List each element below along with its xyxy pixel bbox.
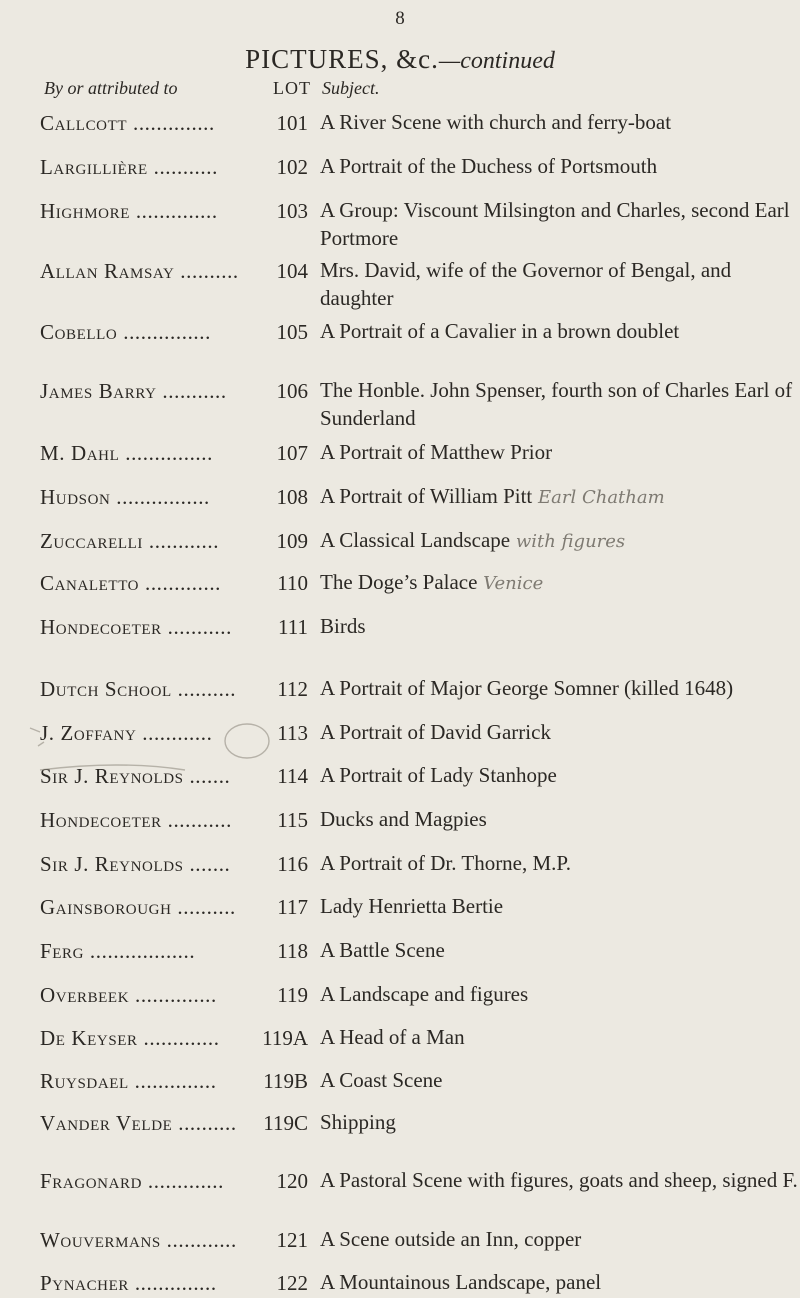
entry-subject: A River Scene with church and ferry-boat (320, 110, 672, 134)
entry-subject: A Portrait of Dr. Thorne, M.P. (320, 851, 572, 875)
column-heading-artist: By or attributed to (44, 78, 178, 98)
catalogue-entry (40, 980, 798, 1010)
entry-artist: Largillière ........... (40, 155, 218, 179)
catalogue-entry (40, 317, 798, 347)
entry-artist: Allan Ramsay .......... (40, 259, 239, 283)
entry-artist: Sir J. Reynolds ....... (40, 852, 231, 876)
entry-lot-number: 117 (277, 895, 308, 919)
entry-lot-number: 114 (277, 764, 308, 788)
entry-subject: A Scene outside an Inn, copper (320, 1227, 582, 1251)
catalogue-entry (40, 1108, 798, 1138)
catalogue-entry (40, 936, 798, 966)
catalogue-entry (40, 482, 798, 512)
entry-subject: The Honble. John Spenser, fourth son of Charles Earl of Sunderland (320, 378, 793, 430)
catalogue-entry (40, 256, 798, 312)
catalogue-entry (40, 1066, 798, 1096)
entry-artist: James Barry ........... (40, 379, 227, 403)
entry-lot-number: 116 (277, 852, 308, 876)
entry-lot-number: 110 (277, 571, 308, 595)
catalogue-entry (40, 849, 798, 879)
entry-artist: Ruysdael .............. (40, 1069, 217, 1093)
entry-artist: Ferg .................. (40, 939, 196, 963)
entry-subject: A Group: Viscount Milsington and Charles, second Earl Portmore (320, 198, 790, 250)
entry-artist: Overbeek .............. (40, 983, 217, 1007)
entry-lot-number: 122 (276, 1271, 308, 1295)
entry-lot-number: 103 (276, 199, 308, 223)
entry-artist: Gainsborough .......... (40, 895, 236, 919)
entry-lot-number: 119B (263, 1069, 308, 1093)
entry-artist: Fragonard ............. (40, 1169, 224, 1193)
entry-lot-number: 105 (276, 320, 308, 344)
catalogue-entry (40, 892, 798, 922)
entry-subject: Birds (320, 614, 366, 638)
catalogue-entry (40, 108, 798, 138)
entry-lot-number: 102 (276, 155, 308, 179)
catalogue-entry (40, 568, 798, 598)
entry-artist: Cobello ............... (40, 320, 211, 344)
entry-artist: Vander Velde .......... (40, 1111, 237, 1135)
entry-artist: Zuccarelli ............ (40, 529, 220, 553)
entry-lot-number: 101 (276, 111, 308, 135)
entry-subject: A Battle Scene (320, 938, 445, 962)
entry-lot-number: 120 (276, 1169, 308, 1193)
entry-artist: Canaletto ............. (40, 571, 222, 595)
entry-subject: A Portrait of David Garrick (320, 720, 551, 744)
page-number: 8 (395, 8, 405, 29)
entry-subject: A Classical Landscape with figures (320, 528, 626, 552)
entry-lot-number: 112 (277, 677, 308, 701)
entry-subject: A Pastoral Scene with figures, goats and sheep, signed F. (320, 1168, 798, 1192)
entry-lot-number: 111 (278, 615, 308, 639)
entry-artist: De Keyser ............. (40, 1026, 220, 1050)
entry-subject: A Portrait of the Duchess of Portsmouth (320, 154, 658, 178)
catalogue-entry (40, 805, 798, 835)
column-heading-subject: Subject. (322, 78, 380, 98)
entry-lot-number: 119 (277, 983, 308, 1007)
entry-artist: Pynacher .............. (40, 1271, 217, 1295)
entry-artist: Callcott .............. (40, 111, 215, 135)
catalogue-entry (40, 526, 798, 556)
handwritten-note: with figures (510, 531, 626, 552)
entry-lot-number: 113 (277, 721, 308, 745)
entry-subject: A Portrait of a Cavalier in a brown doublet (320, 319, 680, 343)
catalogue-entry (40, 1023, 798, 1053)
entry-lot-number: 119C (263, 1111, 308, 1135)
catalogue-entry (40, 1268, 798, 1298)
entry-subject: Shipping (320, 1110, 396, 1134)
catalogue-entry (40, 674, 798, 704)
entry-artist: Dutch School .......... (40, 677, 237, 701)
entry-subject: A Portrait of Matthew Prior (320, 440, 553, 464)
running-title-continued: —continued (438, 48, 555, 74)
entry-subject: A Portrait of Major George Somner (killed 1648) (320, 676, 734, 700)
column-heading-lot: LOT (273, 78, 311, 98)
entry-subject: The Doge’s Palace Venice (320, 570, 544, 594)
entry-subject: A Head of a Man (320, 1025, 465, 1049)
catalogue-entry (40, 1166, 798, 1196)
entry-subject: A Mountainous Landscape, panel (320, 1270, 602, 1294)
running-title (0, 44, 800, 75)
entry-lot-number: 104 (276, 259, 308, 283)
entry-subject: Mrs. David, wife of the Governor of Bengal, and daughter (320, 258, 732, 310)
entry-artist: J. Zoffany ............ (40, 721, 213, 745)
catalogue-entry (40, 196, 798, 252)
catalogue-entry (40, 761, 798, 791)
entry-lot-number: 107 (276, 441, 308, 465)
catalogue-entry (40, 718, 798, 748)
catalogue-entry (40, 438, 798, 468)
running-title-main: PICTURES, &c. (245, 44, 439, 74)
handwritten-note: Earl Chatham (532, 487, 665, 508)
handwritten-note: Venice (477, 573, 544, 594)
entry-artist: Hondecoeter ........... (40, 615, 232, 639)
entry-subject: A Landscape and figures (320, 982, 529, 1006)
entry-artist: Wouvermans ............ (40, 1228, 237, 1252)
entry-subject: Ducks and Magpies (320, 807, 487, 831)
entry-subject: A Coast Scene (320, 1068, 443, 1092)
entry-artist: Hudson ................ (40, 485, 210, 509)
entry-lot-number: 115 (277, 808, 308, 832)
entry-lot-number: 109 (276, 529, 308, 553)
catalogue-entry (40, 1225, 798, 1255)
entry-lot-number: 118 (277, 939, 308, 963)
entry-subject: A Portrait of Lady Stanhope (320, 763, 557, 787)
entry-subject: A Portrait of William Pitt Earl Chatham (320, 484, 665, 508)
catalogue-entry (40, 376, 798, 432)
entry-subject: Lady Henrietta Bertie (320, 894, 504, 918)
entry-artist: Hondecoeter ........... (40, 808, 232, 832)
entry-lot-number: 106 (276, 379, 308, 403)
catalogue-entry (40, 152, 798, 182)
entry-lot-number: 119A (262, 1026, 308, 1050)
entry-lot-number: 121 (276, 1228, 308, 1252)
entry-lot-number: 108 (276, 485, 308, 509)
entry-artist: Highmore .............. (40, 199, 218, 223)
entry-artist: Sir J. Reynolds ....... (40, 764, 231, 788)
entry-artist: M. Dahl ............... (40, 441, 213, 465)
catalogue-entry (40, 612, 798, 642)
